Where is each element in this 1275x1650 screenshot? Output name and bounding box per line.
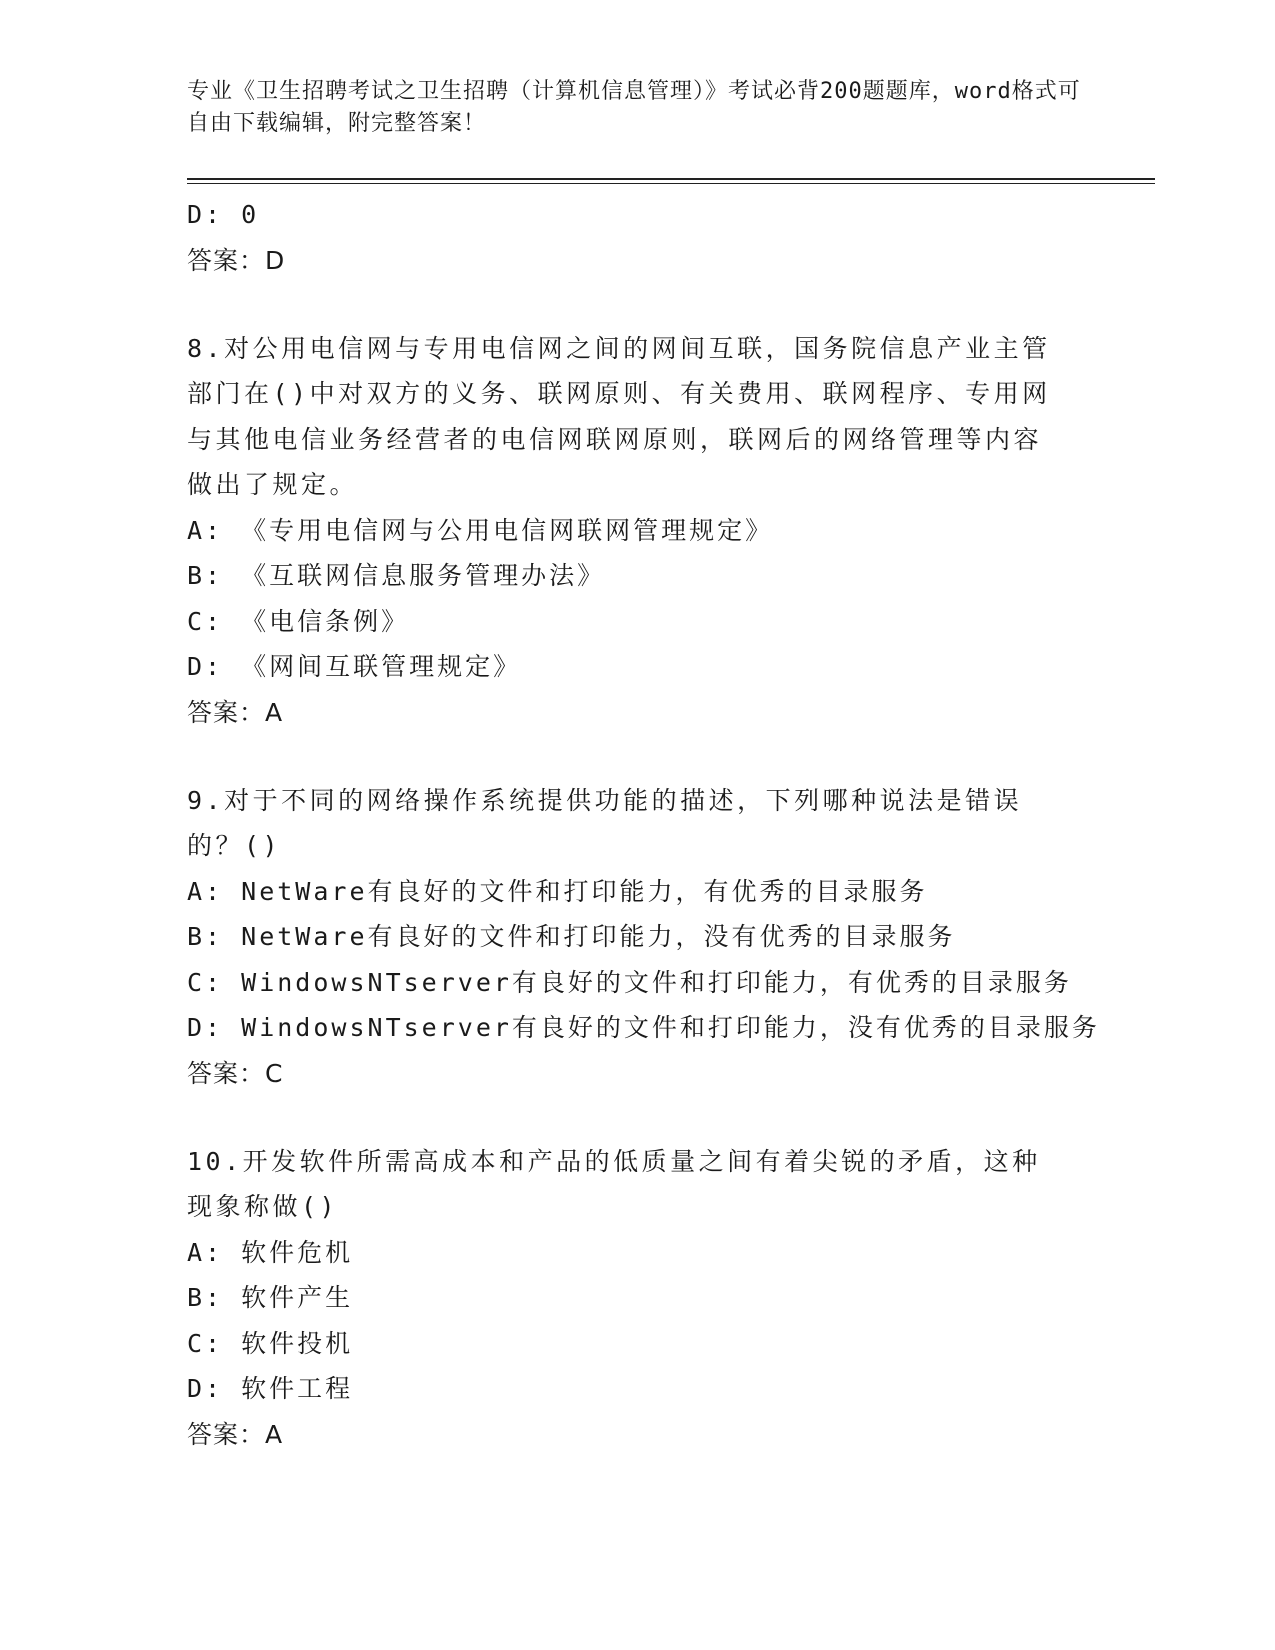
question-text: 8.对公用电信网与专用电信网之间的网间互联，国务院信息产业主管部门在()中对双方的义务、联网原则、有关费用、联网程序、专用网与其他电信业务经营者的电信网联网原则，联网后的网络管理等内容做出了规定。 bbox=[187, 333, 1051, 499]
option-d: D: 《网间互联管理规定》 bbox=[187, 652, 522, 681]
option-b: B: NetWare有良好的文件和打印能力，没有优秀的目录服务 bbox=[187, 922, 956, 951]
option-d: D: 软件工程 bbox=[187, 1374, 354, 1403]
question-9 bbox=[187, 778, 1100, 1097]
answer-line: 答案：C bbox=[187, 1058, 284, 1088]
question-8 bbox=[187, 326, 1087, 736]
option-a: A: 软件危机 bbox=[187, 1237, 354, 1267]
document-body bbox=[187, 192, 1100, 1458]
option-d: D: 0 bbox=[187, 200, 260, 229]
option-c: C: 软件投机 bbox=[187, 1328, 354, 1358]
spacer bbox=[187, 1097, 1087, 1139]
option-b: B: 软件产生 bbox=[187, 1283, 354, 1312]
header-divider-thin bbox=[187, 183, 1155, 184]
spacer bbox=[187, 736, 1087, 778]
option-d: D: WindowsNTserver有良好的文件和打印能力，没有优秀的目录服务 bbox=[187, 1013, 1100, 1042]
option-c: C: 《电信条例》 bbox=[187, 606, 410, 636]
option-b: B: 《互联网信息服务管理办法》 bbox=[187, 561, 606, 590]
option-a: A: NetWare有良好的文件和打印能力，有优秀的目录服务 bbox=[187, 876, 928, 906]
answer-line: 答案：D bbox=[187, 245, 286, 275]
spacer bbox=[187, 284, 1087, 326]
header-divider-thick bbox=[187, 178, 1155, 180]
question-10 bbox=[187, 1139, 1087, 1458]
question-text: 9.对于不同的网络操作系统提供功能的描述，下列哪种说法是错误的？() bbox=[187, 785, 1023, 860]
question-text: 10.开发软件所需高成本和产品的低质量之间有着尖锐的矛盾，这种现象称做() bbox=[187, 1146, 1041, 1221]
page-header: 专业《卫生招聘考试之卫生招聘（计算机信息管理）》考试必背200题题库，word格式可自由下载编辑，附完整答案！ bbox=[187, 79, 1081, 136]
option-c: C: WindowsNTserver有良好的文件和打印能力，有优秀的目录服务 bbox=[187, 967, 1072, 997]
answer-line: 答案：A bbox=[187, 697, 284, 727]
answer-line: 答案：A bbox=[187, 1419, 284, 1449]
question-7-tail bbox=[187, 192, 1087, 284]
option-a: A: 《专用电信网与公用电信网联网管理规定》 bbox=[187, 515, 774, 545]
